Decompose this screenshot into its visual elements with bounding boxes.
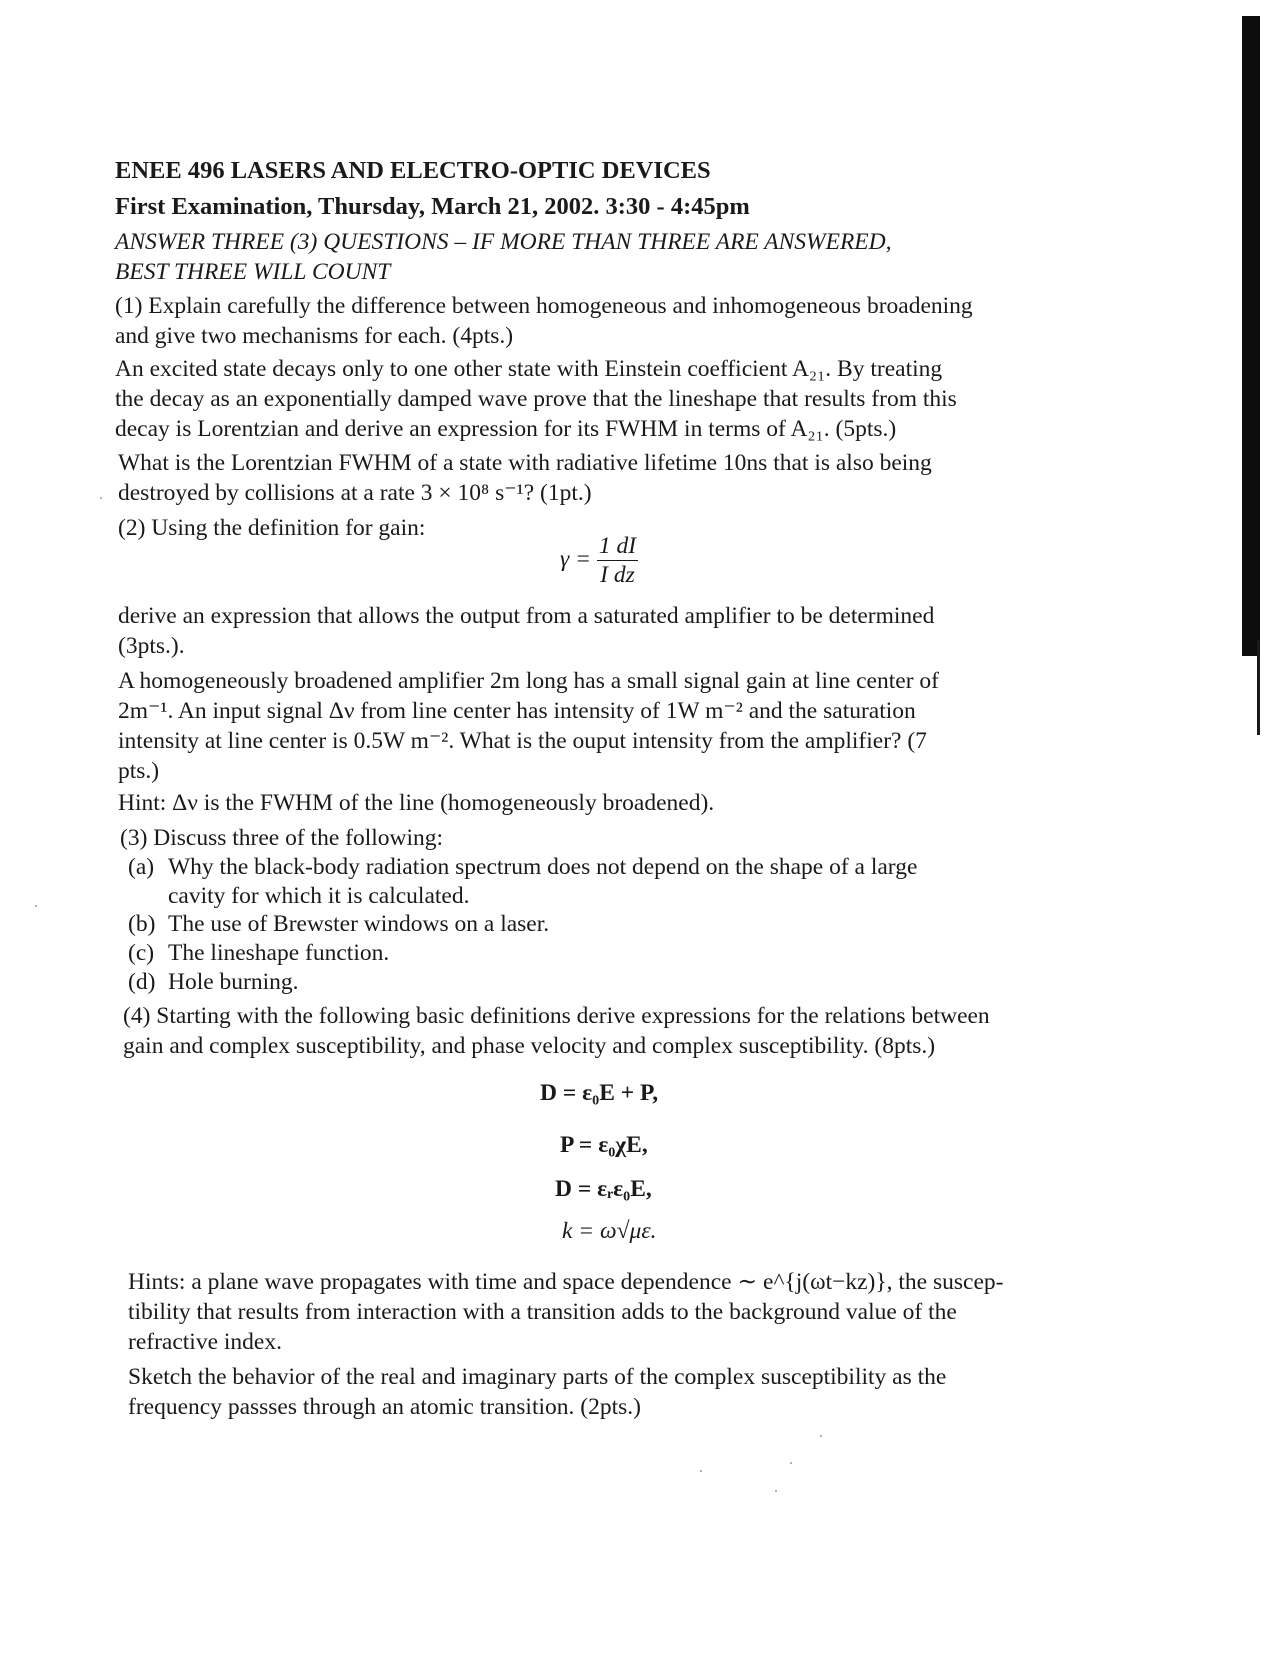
equation-p: P = ε₀χE, xyxy=(560,1132,648,1158)
scan-speck xyxy=(775,1490,777,1492)
q4-sketch-line: frequency passses through an atomic transition. (2pts.) xyxy=(128,1394,641,1420)
scan-speck xyxy=(790,1462,792,1464)
q4-hint-line: Hints: a plane wave propagates with time and space dependence ∼ e^{j(ωt−kz)}, the suscep- xyxy=(128,1269,1004,1295)
instructions-line-1: ANSWER THREE (3) QUESTIONS – IF MORE THAN THREE ARE ANSWERED, xyxy=(115,229,892,255)
q1-line: and give two mechanisms for each. (4pts.) xyxy=(115,323,514,349)
q1-line: decay is Lorentzian and derive an expression for its FWHM in terms of A₂₁. (5pts.) xyxy=(115,416,897,442)
q3-item-text: Why the black-body radiation spectrum does not depend on the shape of a large xyxy=(168,854,918,880)
q1-line: (1) Explain carefully the difference between homogeneous and inhomogeneous broadening xyxy=(115,293,973,319)
q4-hint-line: tibility that results from interaction with a transition adds to the background value of the xyxy=(128,1299,957,1325)
q2-line: 2m⁻¹. An input signal Δν from line center has intensity of 1W m⁻² and the saturation xyxy=(118,698,916,724)
q2-line: pts.) xyxy=(118,758,160,784)
q3-item-label: (b) xyxy=(128,911,156,937)
q2-line: (3pts.). xyxy=(118,633,185,659)
q3-item-text: cavity for which it is calculated. xyxy=(168,883,470,909)
q4-hint-line: refractive index. xyxy=(128,1329,282,1355)
q3-item-label: (c) xyxy=(128,940,155,966)
q4-line: gain and complex susceptibility, and phase velocity and complex susceptibility. (8pts.) xyxy=(123,1033,936,1059)
equation-d: D = ε₀E + P, xyxy=(540,1080,659,1106)
q1-line: destroyed by collisions at a rate 3 × 10⁸ s⁻¹? (1pt.) xyxy=(118,480,592,506)
equation-d-relative: D = εᵣε₀E, xyxy=(555,1176,652,1202)
q3-item-label: (a) xyxy=(128,854,155,880)
scan-speck xyxy=(820,1435,822,1437)
q2-line: A homogeneously broadened amplifier 2m long has a small signal gain at line center of xyxy=(118,668,939,694)
q3-item-text: The use of Brewster windows on a laser. xyxy=(168,911,550,937)
q2-intro: (2) Using the definition for gain: xyxy=(118,515,426,541)
scan-speck xyxy=(700,1470,702,1472)
q1-line: An excited state decays only to one other state with Einstein coefficient A₂₁. By treating xyxy=(115,356,943,382)
q2-hint: Hint: Δν is the FWHM of the line (homogeneously broadened). xyxy=(118,790,715,816)
q1-line: What is the Lorentzian FWHM of a state with radiative lifetime 10ns that is also being xyxy=(118,450,932,476)
gain-lhs: γ = xyxy=(560,545,591,572)
gain-numerator: 1 dI xyxy=(598,533,637,559)
instructions-line-2: BEST THREE WILL COUNT xyxy=(115,259,391,285)
q3-item-text: The lineshape function. xyxy=(168,940,390,966)
q4-sketch-line: Sketch the behavior of the real and imaginary parts of the complex susceptibility as the xyxy=(128,1364,947,1390)
q2-line: intensity at line center is 0.5W m⁻². What is the ouput intensity from the amplifier? (7 xyxy=(118,728,927,754)
q3-item-text: Hole burning. xyxy=(168,969,299,995)
exam-subtitle: First Examination, Thursday, March 21, 2002. 3:30 - 4:45pm xyxy=(115,193,750,220)
equation-k: k = ω√με. xyxy=(562,1218,657,1244)
gain-equation xyxy=(560,532,638,589)
scan-speck xyxy=(35,905,37,907)
q4-line: (4) Starting with the following basic definitions derive expressions for the relations between xyxy=(123,1003,990,1029)
scan-speck xyxy=(100,497,102,499)
q3-intro: (3) Discuss three of the following: xyxy=(120,825,444,851)
q3-item-label: (d) xyxy=(128,969,156,995)
gain-denominator: I dz xyxy=(600,562,635,588)
q1-line: the decay as an exponentially damped wave prove that the lineshape that results from this xyxy=(115,386,957,412)
exam-title: ENEE 496 LASERS AND ELECTRO-OPTIC DEVICES xyxy=(115,157,711,184)
q2-line: derive an expression that allows the output from a saturated amplifier to be determined xyxy=(118,603,935,629)
